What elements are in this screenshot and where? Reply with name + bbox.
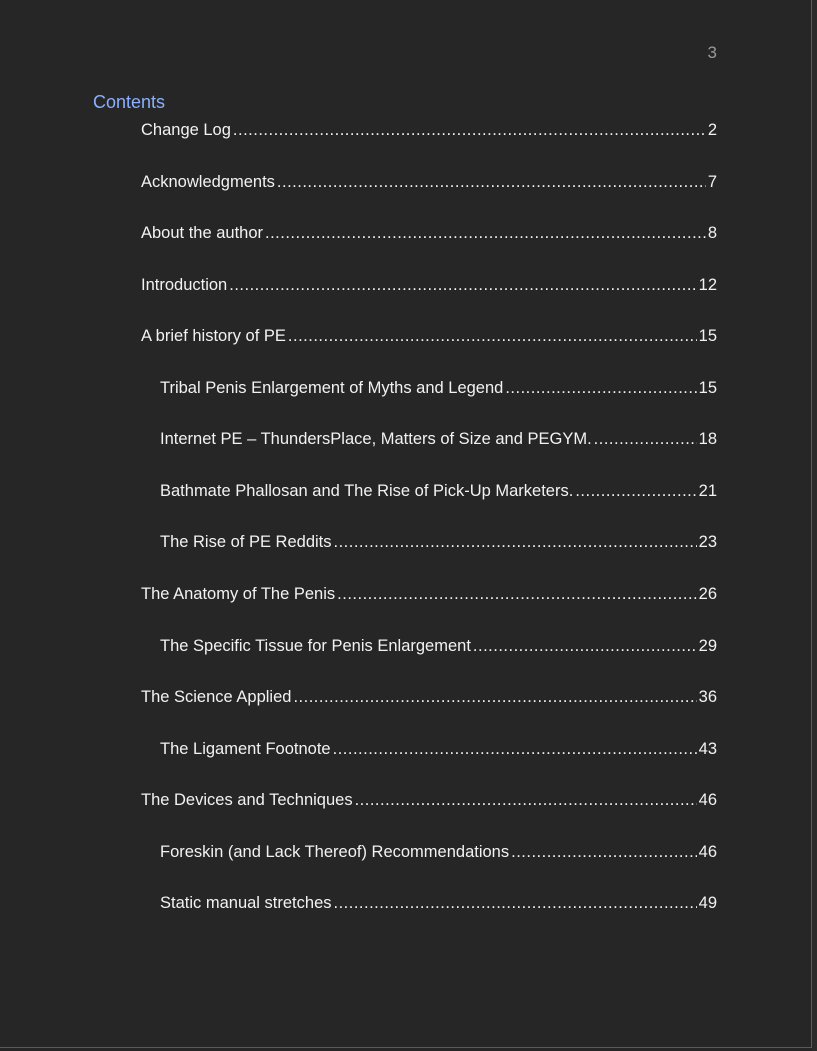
toc-dot-leader <box>229 273 696 297</box>
toc-dot-leader <box>277 170 706 194</box>
toc-dot-leader <box>334 891 697 915</box>
toc-entry-page: 12 <box>698 276 717 294</box>
toc-entry-title: Internet PE – ThundersPlace, Matters of Size and PEGYM. <box>160 430 592 448</box>
toc-entry-tribal[interactable] <box>160 376 717 400</box>
toc-entry-title: The Science Applied <box>141 688 292 706</box>
toc-entry-about-the-author[interactable] <box>141 221 717 245</box>
toc-dot-leader <box>594 427 697 451</box>
toc-entry-static-stretches[interactable] <box>160 891 717 915</box>
toc-dot-leader <box>265 221 706 245</box>
toc-entry-title: The Specific Tissue for Penis Enlargement <box>160 637 471 655</box>
toc-entry-page: 8 <box>707 224 717 242</box>
toc-entry-page: 15 <box>698 327 717 345</box>
toc-entry-page: 29 <box>698 637 717 655</box>
window-edge <box>812 0 817 1051</box>
toc-entry-title: The Rise of PE Reddits <box>160 533 332 551</box>
toc-dot-leader <box>505 376 696 400</box>
toc-entry-foreskin[interactable] <box>160 840 717 864</box>
toc-entry-page: 21 <box>698 482 717 500</box>
toc-entry-title: Foreskin (and Lack Thereof) Recommendations <box>160 843 510 861</box>
toc-entry-page: 26 <box>698 585 717 603</box>
toc-entry-page: 46 <box>698 843 717 861</box>
toc-entry-bathmate[interactable] <box>160 479 717 503</box>
toc-entry-internet-pe[interactable] <box>160 427 717 451</box>
toc-dot-leader <box>575 479 696 503</box>
toc-entry-title: Acknowledgments <box>141 173 275 191</box>
toc-dot-leader <box>333 737 697 761</box>
toc-entry-specific-tissue[interactable] <box>160 634 717 658</box>
toc-entry-introduction[interactable] <box>141 273 717 297</box>
toc-entry-page: 49 <box>698 894 717 912</box>
toc-entry-page: 15 <box>698 379 717 397</box>
toc-dot-leader <box>233 118 706 142</box>
toc-entry-science-applied[interactable] <box>141 685 717 709</box>
toc-entry-page: 23 <box>698 533 717 551</box>
toc-entry-page: 36 <box>698 688 717 706</box>
toc-entry-acknowledgments[interactable] <box>141 170 717 194</box>
toc-entry-anatomy[interactable] <box>141 582 717 606</box>
toc-dot-leader <box>355 788 697 812</box>
toc-dot-leader <box>334 530 697 554</box>
toc-entry-page: 2 <box>707 121 717 139</box>
toc-entry-title: The Anatomy of The Penis <box>141 585 336 603</box>
toc-entry-change-log[interactable] <box>141 118 717 142</box>
toc-entry-title: About the author <box>141 224 264 242</box>
toc-entry-title: Tribal Penis Enlargement of Myths and Legend <box>160 379 504 397</box>
toc-entry-title: Change Log <box>141 121 231 139</box>
toc-entry-page: 18 <box>698 430 717 448</box>
toc-entry-devices[interactable] <box>141 788 717 812</box>
toc-entry-title: Introduction <box>141 276 228 294</box>
toc-heading: Contents <box>93 92 166 112</box>
toc-entry-brief-history[interactable] <box>141 324 717 348</box>
toc-entry-title: A brief history of PE <box>141 327 286 345</box>
toc-entry-title: Bathmate Phallosan and The Rise of Pick-Up Marketers. <box>160 482 574 500</box>
toc-entry-title: Static manual stretches <box>160 894 332 912</box>
page-number: 3 <box>707 43 717 62</box>
toc-entry-page: 46 <box>698 791 717 809</box>
toc-dot-leader <box>288 324 697 348</box>
toc-dot-leader <box>511 840 697 864</box>
toc-entry-ligament[interactable] <box>160 737 717 761</box>
toc-dot-leader <box>293 685 696 709</box>
toc-entry-title: The Devices and Techniques <box>141 791 353 809</box>
toc-entry-page: 43 <box>698 740 717 758</box>
toc-entry-reddits[interactable] <box>160 530 717 554</box>
toc-dot-leader <box>337 582 696 606</box>
toc-entry-title: The Ligament Footnote <box>160 740 331 758</box>
toc-entry-page: 7 <box>707 173 717 191</box>
toc-dot-leader <box>473 634 697 658</box>
